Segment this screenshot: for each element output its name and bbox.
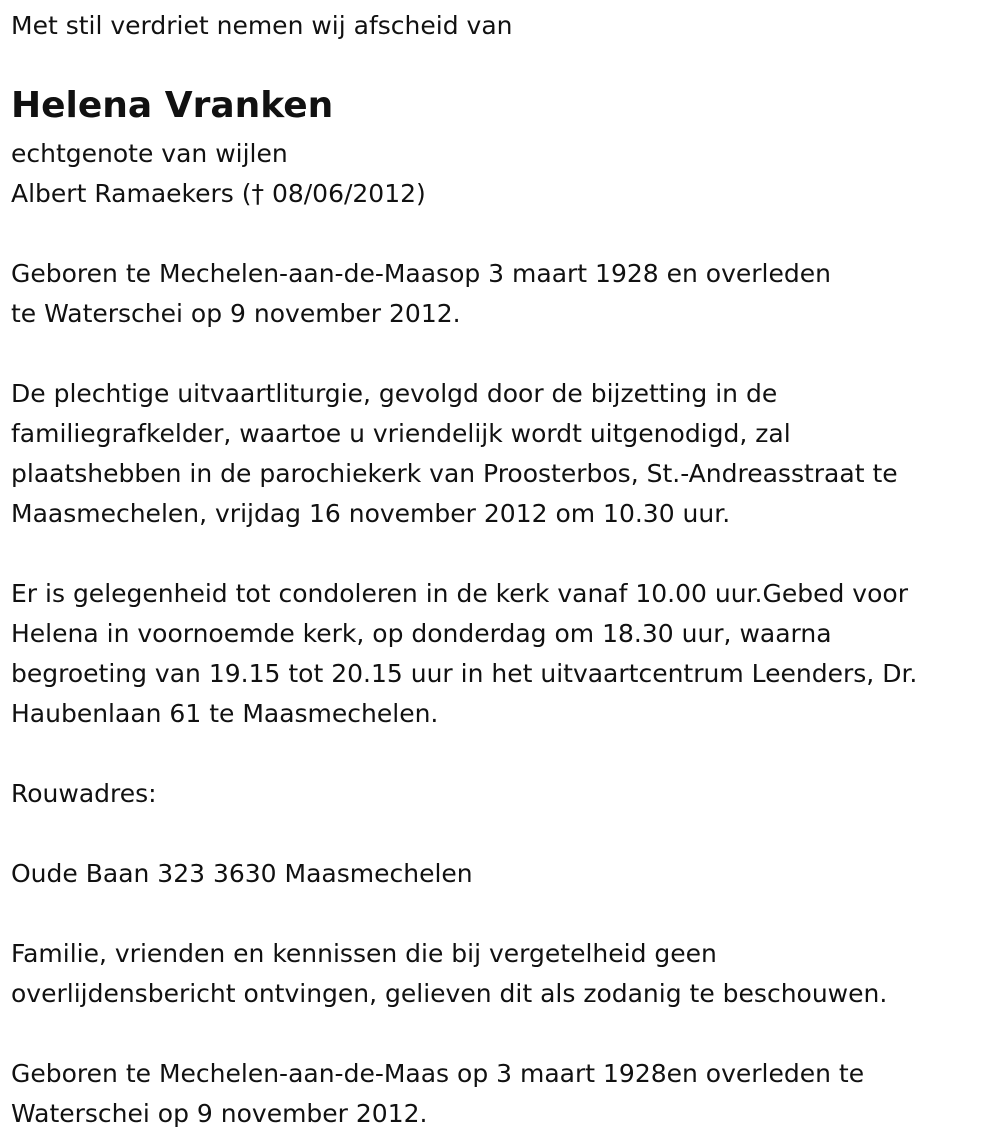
spouse-name-date: Albert Ramaekers († 08/06/2012) [11,179,426,208]
deceased-name: Helena Vranken [11,85,334,126]
paragraph-line: Er is gelegenheid tot condoleren in de kerk vanaf 10.00 uur.Gebed voor [11,579,908,608]
paragraph-line: Helena in voornoemde kerk, op donderdag om 18.30 uur, waarna [11,619,832,648]
spouse-relation: echtgenote van wijlen [11,139,288,168]
paragraph-line: Geboren te Mechelen-aan-de-Maasop 3 maart 1928 en overleden [11,259,831,288]
paragraph-line: Geboren te Mechelen-aan-de-Maas op 3 maart 1928en overleden te [11,1059,865,1088]
condolences-paragraph [11,574,917,734]
birth-death-paragraph [11,254,831,334]
paragraph-line: te Waterschei op 9 november 2012. [11,299,461,328]
paragraph-line: De plechtige uitvaartliturgie, gevolgd door de bijzetting in de [11,379,778,408]
intro-text: Met stil verdriet nemen wij afscheid van [11,11,513,40]
paragraph-line: Waterschei op 9 november 2012. [11,1099,428,1128]
paragraph-line: Haubenlaan 61 te Maasmechelen. [11,699,439,728]
mourning-address: Oude Baan 323 3630 Maasmechelen [11,859,473,888]
paragraph-line: Familie, vrienden en kennissen die bij vergetelheid geen [11,939,717,968]
spouse-info [11,134,426,214]
paragraph-line: overlijdensbericht ontvingen, gelieven dit als zodanig te beschouwen. [11,979,888,1008]
liturgy-paragraph [11,374,898,534]
family-note-paragraph [11,934,887,1014]
paragraph-line: begroeting van 19.15 tot 20.15 uur in het uitvaartcentrum Leenders, Dr. [11,659,918,688]
birth-death-paragraph-repeat [11,1054,864,1134]
mourning-address-label: Rouwadres: [11,779,157,808]
paragraph-line: plaatshebben in de parochiekerk van Proosterbos, St.-Andreasstraat te [11,459,898,488]
paragraph-line: Maasmechelen, vrijdag 16 november 2012 om 10.30 uur. [11,499,731,528]
paragraph-line: familiegrafkelder, waartoe u vriendelijk wordt uitgenodigd, zal [11,419,791,448]
